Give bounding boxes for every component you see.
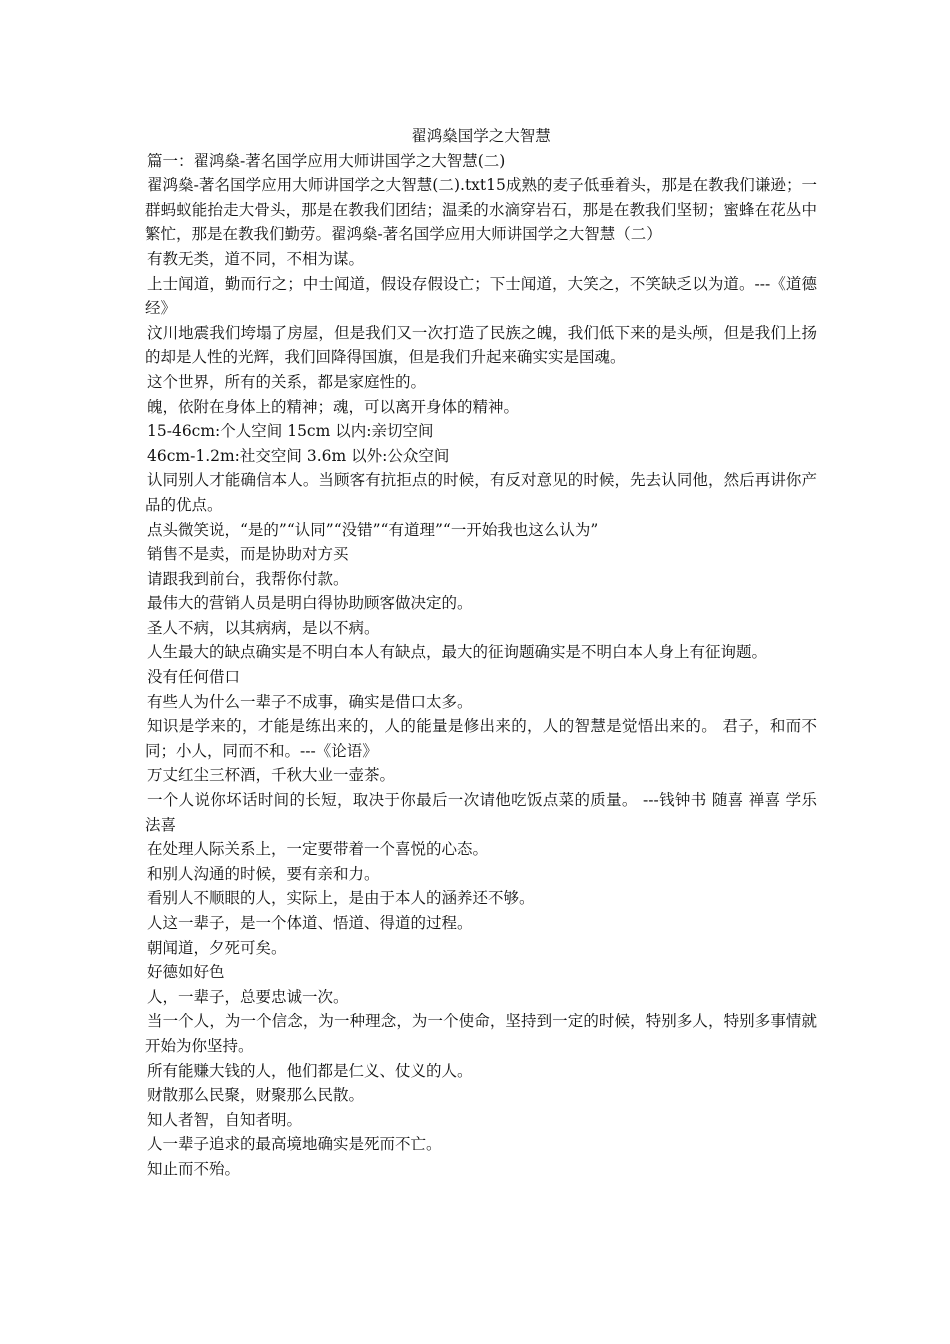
paragraph: 人生最大的缺点确实是不明白本人有缺点，最大的征询题确实是不明白本人身上有征询题。 [147,643,768,662]
paragraph: 汶川地震我们垮塌了房屋，但是我们又一次打造了民族之魄，我们低下来的是头颅，但是我们上扬的却是人性的光辉，我们回降得国旗，但是我们升起来确实实是国魂。 [145,323,817,367]
paragraph: 看别人不顺眼的人，实际上，是由于本人的涵养还不够。 [147,889,535,908]
paragraph: 这个世界，所有的关系，都是家庭性的。 [147,372,427,391]
paragraph: 最伟大的营销人员是明白得协助顾客做决定的。 [147,594,473,613]
paragraph: 销售不是卖，而是协助对方买 [147,545,349,564]
paragraph: 在处理人际关系上，一定要带着一个喜悦的心态。 [147,840,489,859]
paragraph: 万丈红尘三杯酒，千秋大业一壶茶。 [147,766,396,785]
paragraph: 15-46cm:个人空间 15cm 以内:亲切空间 [147,422,434,441]
paragraph: 和别人沟通的时候，要有亲和力。 [147,864,380,883]
paragraph: 人这一辈子，是一个体道、悟道、得道的过程。 [147,914,473,932]
paragraph: 当一个人，为一个信念，为一种理念，为一个使命，坚持到一定的时候，特别多人，特别多事情就开始为你坚持。 [145,1012,817,1055]
paragraph: 圣人不病，以其病病，是以不病。 [147,618,380,637]
paragraph: 知识是学来的，才能是练出来的，人的能量是修出来的，人的智慧是觉悟出来的。 君子，和而不同；小人，同而不和。---《论语》 [145,717,817,760]
paragraph: 财散那么民聚，财聚那么民散。 [147,1086,365,1105]
paragraph: 所有能赚大钱的人，他们都是仁义、仗义的人。 [147,1061,473,1080]
paragraph: 上士闻道，勤而行之；中士闻道，假设存假设亡；下士闻道，大笑之，不笑缺乏以为道。---《道德经》 [145,274,817,318]
paragraph: 没有任何借口 [147,668,241,687]
paragraph: 请跟我到前台，我帮你付款。 [147,569,349,588]
paragraph: 认同别人才能确信本人。当顾客有抗拒点的时候，有反对意见的时候，先去认同他，然后再讲你产品的优点。 [145,471,817,514]
paragraph: 好德如好色 [147,963,225,982]
paragraph: 有教无类，道不同，不相为谋。 [147,249,365,268]
paragraph: 人，一辈子，总要忠诚一次。 [147,987,349,1006]
paragraph: 篇一：翟鸿燊-著名国学应用大师讲国学之大智慧(二) [147,151,506,170]
paragraph: 人一辈子追求的最高境地确实是死而不亡。 [147,1135,442,1154]
paragraph: 魄，依附在身体上的精神；魂，可以离开身体的精神。 [147,397,520,416]
document-body [145,124,817,1182]
paragraph: 知人者智，自知者明。 [147,1110,303,1129]
paragraph: 知止而不殆。 [147,1159,241,1178]
paragraph: 一个人说你坏话时间的长短，取决于你最后一次请他吃饭点菜的质量。 ---钱钟书 随喜 禅喜 学乐 法喜 [145,791,817,834]
paragraph: 翟鸿燊-著名国学应用大师讲国学之大智慧(二).txt15成熟的麦子低垂着头，那是在教我们谦逊；一群蚂蚁能抬走大骨头，那是在教我们团结；温柔的水滴穿岩石，那是在教我们坚韧；蜜蜂在花丛中繁忙，那是在教我们勤劳。翟鸿燊-著名国学应用大师讲国学之大智慧（二） [145,176,817,244]
paragraph: 46cm-1.2m:社交空间 3.6m 以外:公众空间 [147,446,450,465]
paragraph: 点头微笑说，“是的”“认同”“没错”“有道理”“一开始我也这么认为” [147,520,599,539]
document-title: 翟鸿燊国学之大智慧 [411,127,551,145]
paragraph: 朝闻道，夕死可矣。 [147,938,287,957]
paragraph: 有些人为什么一辈子不成事，确实是借口太多。 [147,692,473,711]
